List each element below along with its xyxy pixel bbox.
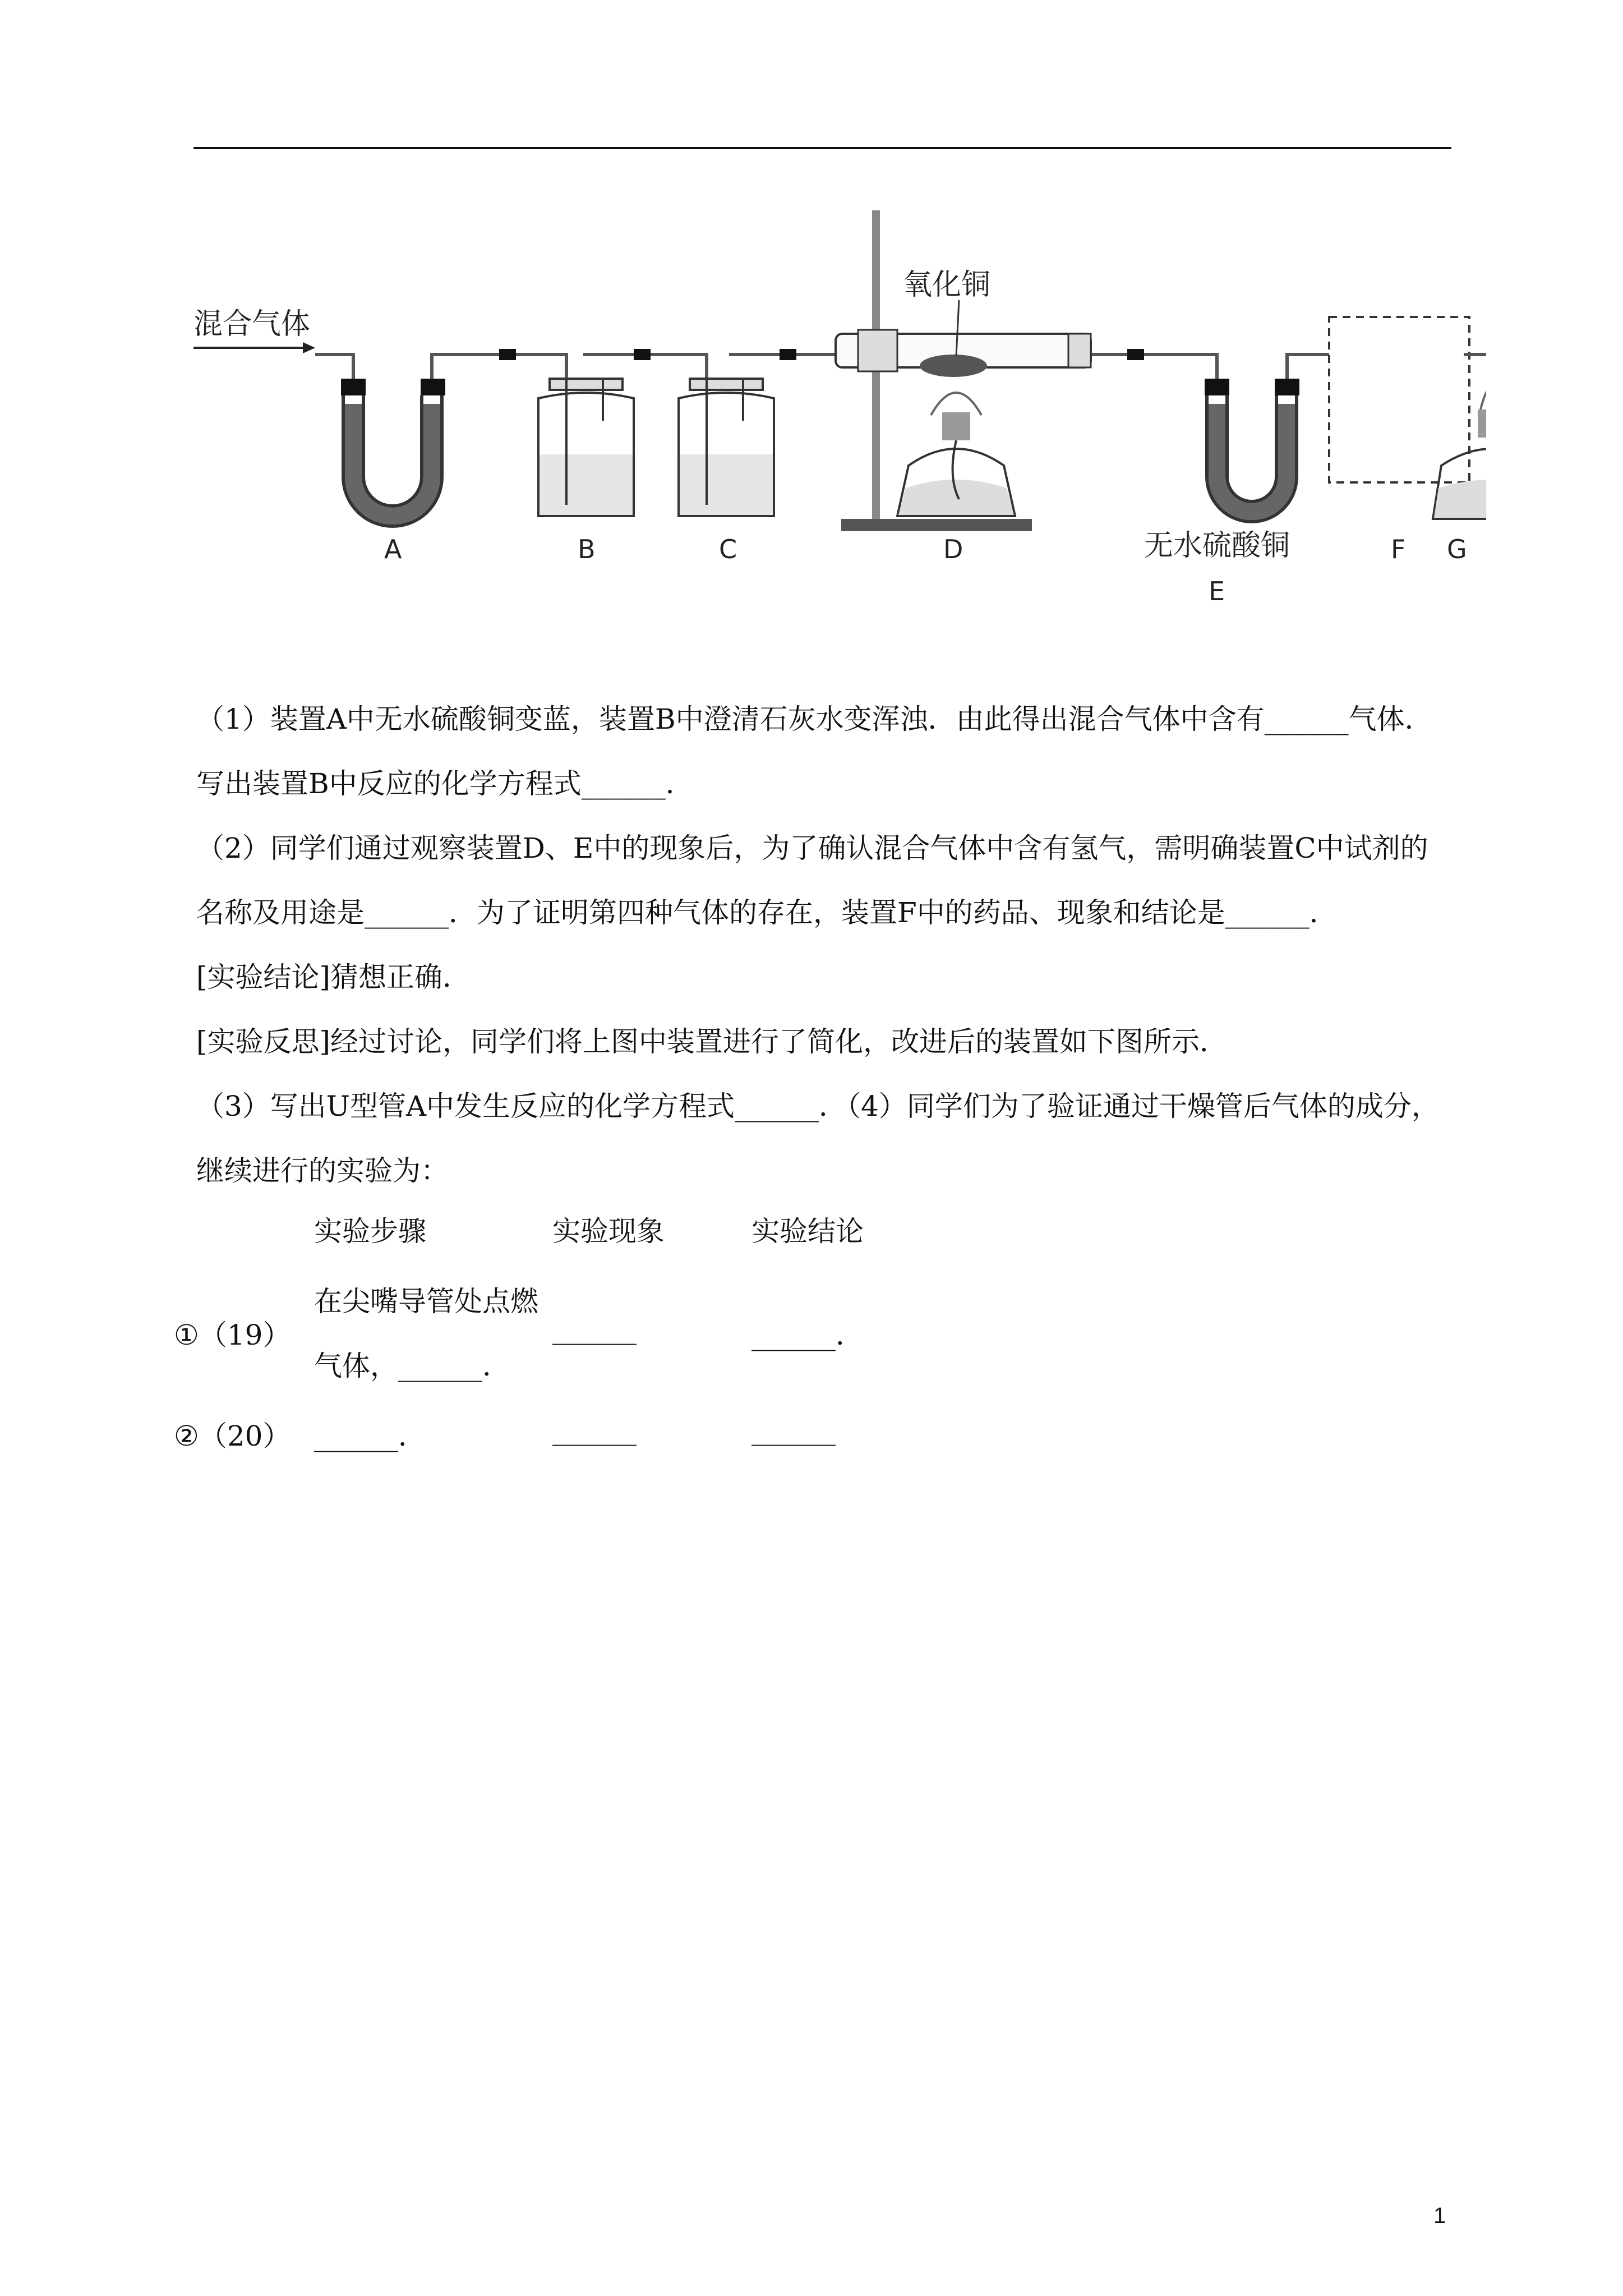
header-phenomenon: 实验现象	[552, 1215, 665, 1248]
header-conclusion: 实验结论	[751, 1215, 864, 1248]
header-rule	[193, 147, 1451, 149]
header-step: 实验步骤	[314, 1215, 426, 1248]
question-2: （2）同学们通过观察装置D、E中的现象后，为了确认混合气体中含有氢气，需明确装置C中试剂的名称及用途是______．为了证明第四种气体的存在，装置F中的药品、现象和结论是______．	[196, 832, 1428, 929]
label-e: E	[1209, 576, 1225, 606]
row2-conclusion-blank: ______	[751, 1414, 836, 1446]
wash-bottle-b	[538, 379, 634, 516]
reflection-line: [实验反思]经过讨论，同学们将上图中装置进行了简化，改进后的装置如下图所示．	[196, 1025, 1228, 1058]
u-tube-e	[1205, 379, 1299, 522]
label-b: B	[578, 534, 596, 564]
anhydrous-cuso4-label: 无水硫酸铜	[1144, 529, 1290, 563]
question-text	[196, 687, 1441, 1203]
label-c: C	[719, 534, 737, 564]
label-g: G	[1447, 534, 1467, 564]
u-tube-a	[341, 379, 445, 526]
label-d: D	[943, 534, 963, 564]
row2-step-blank: ______．	[314, 1420, 426, 1452]
inlet-label: 混合气体	[193, 307, 311, 341]
row1-step-line2: 气体，______．	[314, 1350, 510, 1382]
question-3-4: （3）写出U型管A中发生反应的化学方程式______．（4）同学们为了验证通过干燥管后气体的成分，继续进行的实验为：	[196, 1090, 1440, 1187]
conclusion-line: [实验结论]猜想正确．	[196, 961, 471, 993]
page-number: 1	[1433, 2203, 1446, 2228]
row2-phenomenon-blank: ______	[552, 1414, 637, 1446]
row1-number: ①（19）	[174, 1319, 291, 1351]
row2-number: ②（20）	[174, 1420, 291, 1452]
label-a: A	[384, 534, 402, 564]
apparatus-figure	[185, 185, 1486, 634]
apparatus-f-box	[1329, 317, 1469, 482]
burner-g	[1433, 348, 1486, 519]
cuo-heating-apparatus-d	[836, 210, 1091, 531]
row1-conclusion-blank: ______．	[751, 1319, 864, 1351]
wash-bottle-c	[679, 379, 774, 516]
cuo-label: 氧化铜	[903, 268, 991, 302]
row1-phenomenon-blank: ______	[552, 1313, 637, 1345]
question-1: （1）装置A中无水硫酸铜变蓝，装置B中澄清石灰水变浑浊．由此得出混合气体中含有______气体．写出装置B中反应的化学方程式______．	[196, 703, 1433, 800]
label-f: F	[1391, 534, 1406, 564]
row1-step-line1: 在尖嘴导管处点燃	[314, 1285, 538, 1318]
